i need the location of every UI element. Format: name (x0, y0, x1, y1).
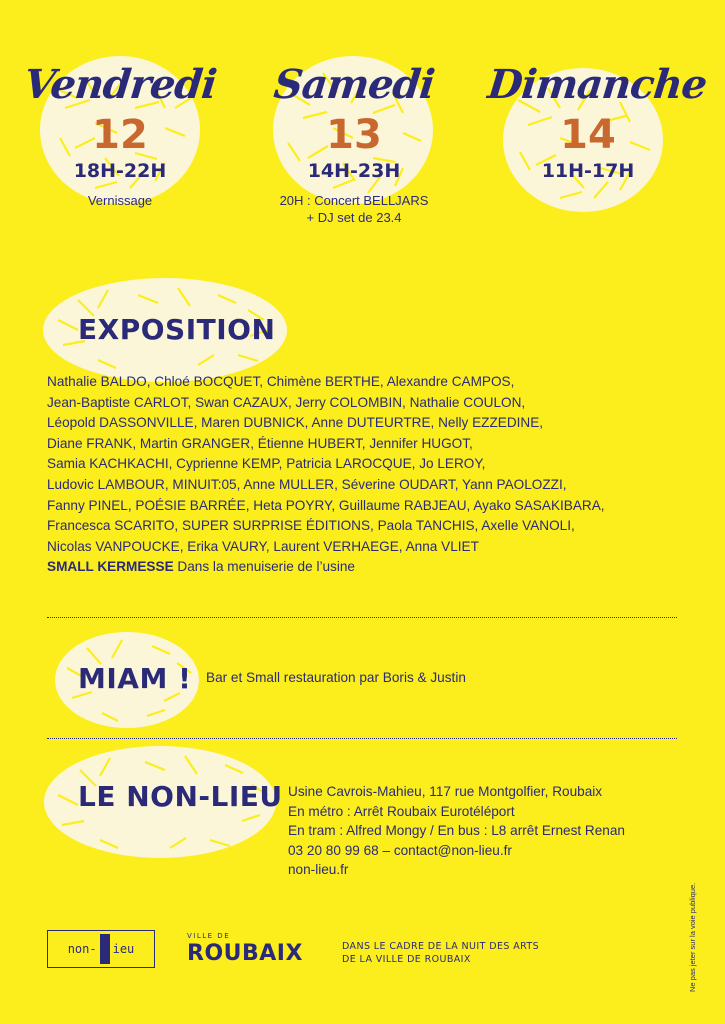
day-dimanche (485, 61, 709, 182)
ville-de-label: VILLE DE (187, 932, 231, 940)
website-link[interactable]: non-lieu.fr (288, 862, 349, 878)
day-name: Dimanche (485, 61, 709, 108)
address-line: Usine Cavrois-Mahieu, 117 rue Montgolfier, Roubaix (288, 784, 603, 799)
miam-title: MIAM ! (78, 662, 192, 695)
day-vendredi (20, 62, 220, 209)
kermesse-label: SMALL KERMESSE (47, 559, 174, 574)
address-block (288, 782, 625, 880)
artist-line: Léopold DASSONVILLE, Maren DUBNICK, Anne DUTEURTRE, Nelly EZZEDINE, (47, 415, 544, 431)
day-hours: 11H-17H (541, 160, 635, 182)
artist-line: Nicolas VANPOUCKE, Erika VAURY, Laurent VERHAEGE, Anna VLIET (47, 538, 479, 554)
logo-bar-icon (100, 934, 110, 964)
artist-line: Diane FRANK, Martin GRANGER, Étienne HUBERT, Jennifer HUGOT, (47, 435, 473, 451)
cadre-line: DE LA VILLE DE ROUBAIX (342, 954, 471, 965)
logo-text-right: ieu (112, 942, 135, 956)
day-number: 13 (326, 112, 382, 158)
day-name: Vendredi (21, 61, 219, 108)
artist-line: Fanny PINEL, POÉSIE BARRÉE, Heta POYRY, Guillaume RABJEAU, Ayako SASAKIBARA, (47, 497, 605, 513)
address-line: En tram : Alfred Mongy / En bus : L8 arrêt Ernest Renan (288, 823, 625, 839)
vertical-note: Ne pas jeter sur la voie publique. (688, 882, 697, 992)
nonlieu-title: LE NON-LIEU (78, 780, 283, 813)
roubaix-logo: ROUBAIX (187, 941, 303, 966)
day-note-line: 20H : Concert BELLJARS (279, 193, 429, 208)
kermesse-text: Dans la menuiserie de l’usine (177, 559, 355, 574)
artist-line: Samia KACHKACHI, Cyprienne KEMP, Patricia LAROCQUE, Jo LEROY, (47, 456, 486, 472)
day-name: Samedi (271, 61, 437, 108)
contact-line[interactable]: 03 20 80 99 68 – contact@non-lieu.fr (288, 842, 512, 858)
cadre-text (342, 940, 539, 966)
day-number: 12 (92, 112, 148, 158)
day-note (254, 192, 454, 226)
day-hours: 14H-23H (307, 160, 401, 182)
artist-list (47, 372, 687, 557)
address-line: En métro : Arrêt Roubaix Eurotéléport (288, 803, 515, 819)
cadre-line: DANS LE CADRE DE LA NUIT DES ARTS (342, 941, 540, 952)
artist-line: Jean-Baptiste CARLOT, Swan CAZAUX, Jerry COLOMBIN, Nathalie COULON, (47, 394, 526, 410)
non-lieu-logo (47, 930, 155, 968)
artist-line: Ludovic LAMBOUR, MINUIT:05, Anne MULLER, Séverine OUDART, Yann PAOLOZZI, (47, 476, 567, 492)
logo-text-left: non- (67, 942, 97, 956)
day-hours: 18H-22H (73, 160, 167, 182)
day-note: Vernissage (87, 193, 153, 208)
day-note-line: + DJ set de 23.4 (306, 210, 402, 225)
divider (47, 617, 677, 618)
day-number: 14 (560, 112, 616, 158)
artist-line: Francesca SCARITO, SUPER SURPRISE ÉDITIONS, Paola TANCHIS, Axelle VANOLI, (47, 518, 575, 534)
miam-text: Bar et Small restauration par Boris & Justin (206, 670, 466, 685)
exposition-title: EXPOSITION (78, 313, 276, 346)
small-kermesse (47, 559, 355, 574)
day-samedi (254, 62, 454, 226)
artist-line: Nathalie BALDO, Chloé BOCQUET, Chimène BERTHE, Alexandre CAMPOS, (47, 374, 515, 389)
divider (47, 738, 677, 739)
